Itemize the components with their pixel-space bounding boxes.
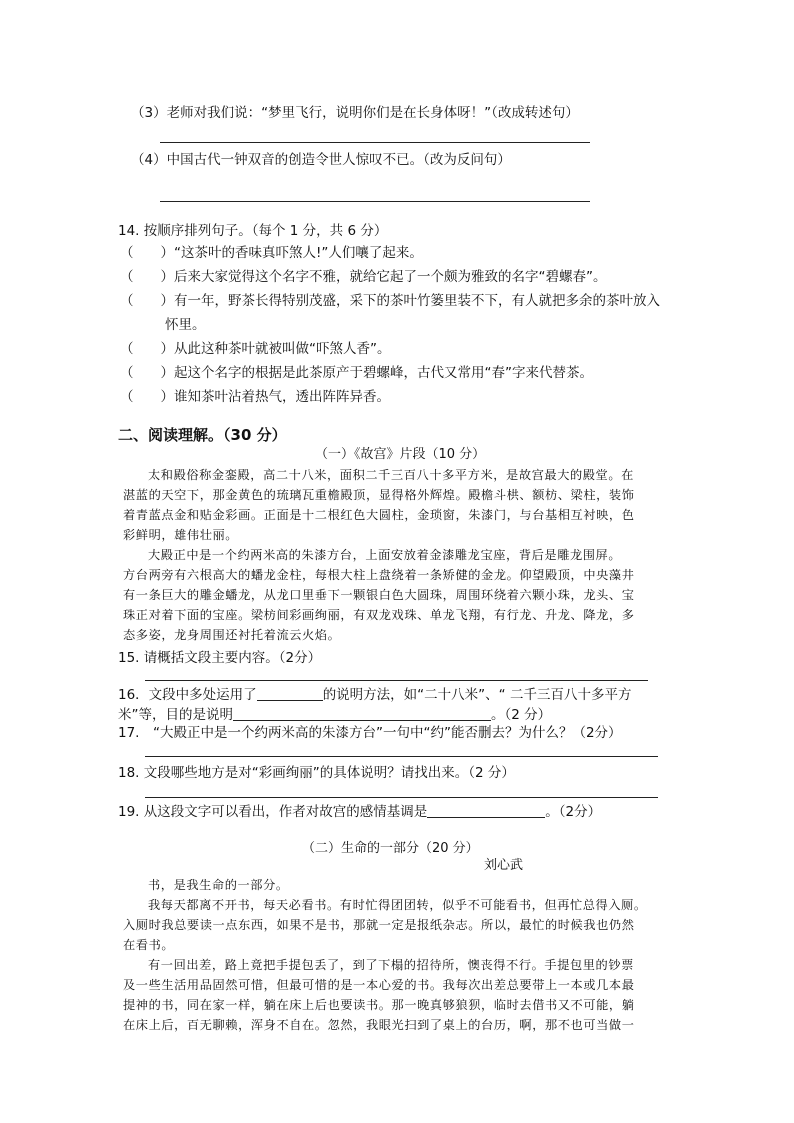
section-heading: 二、阅读理解。（30 分） <box>118 426 287 444</box>
q14-item: （ ）后来大家觉得这个名字不雅，就给它起了一个颇为雅致的名字“碧螺春”。 <box>120 269 607 285</box>
q14-item: （ ）起这个名字的根据是此茶原产于碧螺峰，古代又常用“春”字来代替茶。 <box>120 365 593 381</box>
passage-line: 入厕时我总要读一点东西，如果不是书，那就一定是报纸杂志。所以，最忙的时候我也仍然 <box>123 918 635 932</box>
answer-line[interactable] <box>145 797 658 798</box>
answer-line[interactable] <box>160 201 590 202</box>
question-15: 15. 请概括文段主要内容。（2分） <box>118 650 322 666</box>
question-19 <box>118 803 601 821</box>
question-16-line2 <box>118 706 551 724</box>
q14-item: （ ）从此这种茶叶就被叫做“吓煞人香”。 <box>120 341 391 357</box>
q19-text: 。（2分） <box>545 804 602 820</box>
q14-title: 14. 按顺序排列句子。（每个 1 分，共 6 分） <box>118 223 388 239</box>
passage-line: 及一些生活用品固然可惜，但最可惜的是一本心爱的书。我每次出差总要带上一本或几本最 <box>123 978 635 992</box>
answer-line[interactable] <box>160 142 590 143</box>
q16-text: 米”等，目的是说明 <box>118 707 233 723</box>
question-16-line1 <box>118 686 631 704</box>
passage-line: 有一条巨大的雕金蟠龙，从龙口里垂下一颗银白色大圆珠，周围环绕着六颗小珠，龙头、宝 <box>123 588 635 602</box>
q14-item: （ ）“这茶叶的香味真吓煞人!”人们嚷了起来。 <box>120 245 423 261</box>
q13-item-3: （3）老师对我们说：“梦里飞行，说明你们是在长身体呀！”（改成转述句） <box>131 105 579 121</box>
question-17: 17. “大殿正中是一个约两米高的朱漆方台”一句中“约”能否删去？为什么？（2分） <box>118 725 622 741</box>
passage-author: 刘心武 <box>484 858 524 873</box>
answer-line[interactable] <box>145 756 658 757</box>
q16-blank-1[interactable] <box>257 686 323 701</box>
passage-line: 提神的书，同在家一样，躺在床上后也要读书。那一晚真够狼狈，临时去借书又不可能，躺 <box>123 998 635 1012</box>
passage-line: 在床上后，百无聊赖，浑身不自在。忽然，我眼光扫到了桌上的台历，啊，那不也可当做一 <box>123 1018 635 1032</box>
passage-line: 太和殿俗称金銮殿，高二十八米，面积二千三百八十多平方米，是故宫最大的殿堂。在 <box>148 468 634 482</box>
q14-item: （ ）谁知茶叶沾着热气，透出阵阵异香。 <box>120 389 390 405</box>
passage-line: 我每天都离不开书，每天必看书。有时忙得团团转，似乎不可能看书，但再忙总得入厕。 <box>148 898 647 912</box>
q16-text: 的说明方法，如“二十八米”、“ 二千三百八十多平方 <box>322 687 632 703</box>
passage-line: 方台两旁有六根高大的蟠龙金柱，每根大柱上盘绕着一条矫健的金龙。仰望殿顶，中央藻井 <box>123 568 635 582</box>
q14-item: （ ）有一年，野茶长得特别茂盛，采下的茶叶竹篓里装不下，有人就把多余的茶叶放入 <box>120 293 660 309</box>
passage-line: 大殿正中是一个约两米高的朱漆方台，上面安放着金漆雕龙宝座，背后是雕龙围屏。 <box>148 548 622 562</box>
q16-text: 16．文段中多处运用了 <box>118 687 257 703</box>
q16-blank-2[interactable] <box>233 706 491 721</box>
passage-line: 彩鲜明，雄伟壮丽。 <box>123 528 239 542</box>
passage-line: 着青蓝点金和贴金彩画。正面是十二根红色大圆柱，金琐窗，朱漆门，与台基相互衬映，色 <box>123 508 635 522</box>
q13-item-4: （4）中国古代一钟双音的创造令世人惊叹不已。（改为反问句） <box>131 152 511 168</box>
passage-line: 书，是我生命的一部分。 <box>148 878 289 892</box>
passage-line: 态多姿，龙身周围还衬托着流云火焰。 <box>123 628 341 642</box>
q19-blank[interactable] <box>427 803 545 818</box>
passage-line: 珠正对着下面的宝座。梁枋间彩画绚丽，有双龙戏珠、单龙飞翔，有行龙、升龙、降龙，多 <box>123 608 635 622</box>
answer-line[interactable] <box>145 680 648 681</box>
passage-title: （二）生命的一部分（20 分） <box>302 841 479 856</box>
question-18: 18. 文段哪些地方是对“彩画绚丽”的具体说明？请找出来。（2 分） <box>118 765 515 781</box>
q19-text: 19. 从这段文字可以看出，作者对故宫的感情基调是 <box>118 804 428 820</box>
q16-text: 。（2 分） <box>491 707 552 723</box>
passage-line: 在看书。 <box>123 938 175 952</box>
passage-line: 有一回出差，路上竟把手提包丢了，到了下榻的招待所，懊丧得不行。手提包里的钞票 <box>148 958 634 972</box>
q14-item-continuation: 怀里。 <box>165 317 206 333</box>
passage-title: （一）《故宫》片段（10 分） <box>315 447 486 462</box>
passage-line: 湛蓝的天空下，那金黄色的琉璃瓦重檐殿顶，显得格外辉煌。殿檐斗栱、额枋、梁柱，装饰 <box>123 488 635 502</box>
